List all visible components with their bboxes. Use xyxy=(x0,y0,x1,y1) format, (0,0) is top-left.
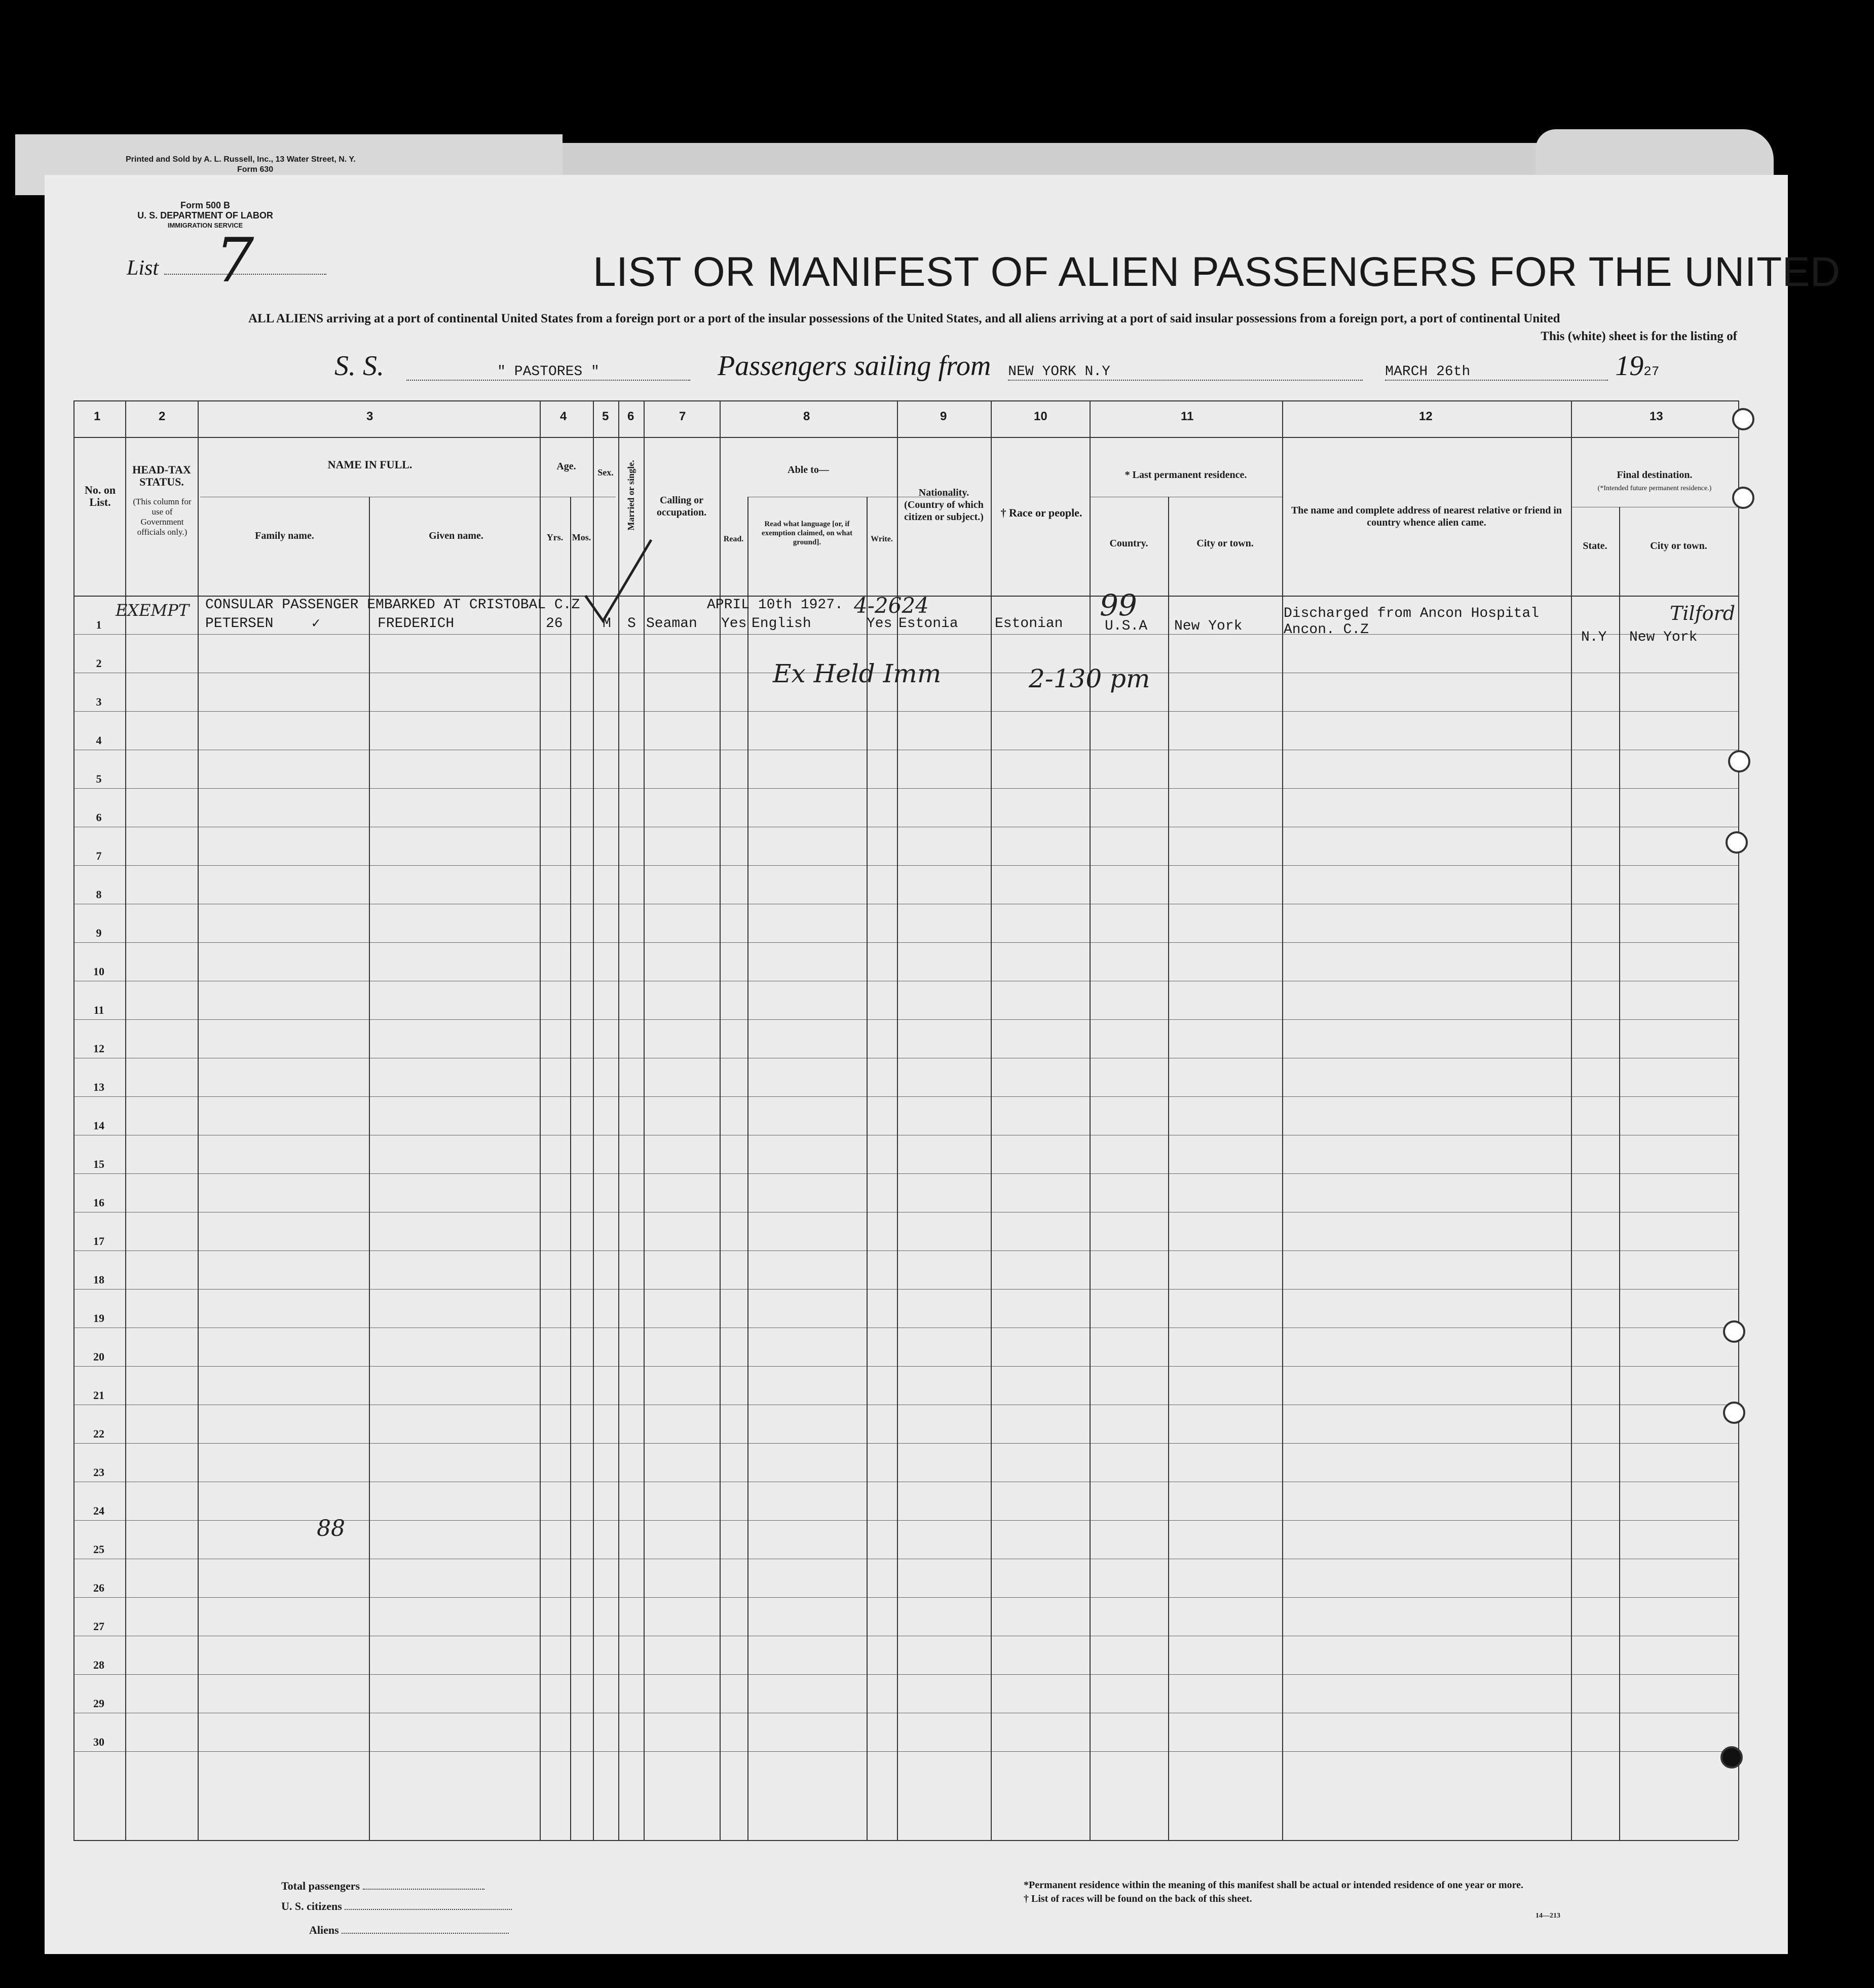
header-state: State. xyxy=(1583,540,1607,551)
given-name: FREDERICH xyxy=(378,616,455,632)
occupation: Seaman xyxy=(646,616,697,632)
header-final-dest: Final destination. xyxy=(1617,469,1693,481)
col-number: 6 xyxy=(627,410,634,423)
header-read-language: Read what language [or, if exemption claimed, on what ground]. xyxy=(761,520,853,546)
row-number: 25 xyxy=(93,1543,104,1556)
row-number: 11 xyxy=(93,1004,104,1016)
col-border xyxy=(1282,400,1283,1840)
row-number: 6 xyxy=(96,811,102,824)
check-mark-handwritten xyxy=(580,535,656,626)
col-border xyxy=(1571,400,1572,1840)
race: Estonian xyxy=(995,616,1063,632)
row-number: 19 xyxy=(93,1312,104,1324)
col-border xyxy=(1738,400,1739,1840)
service-name: IMMIGRATION SERVICE xyxy=(167,222,243,229)
table-top-border xyxy=(73,400,1738,401)
col-number: 12 xyxy=(1419,410,1433,423)
col-border xyxy=(1619,507,1620,1840)
col-number: 10 xyxy=(1034,410,1047,423)
row-number: 2 xyxy=(96,657,102,670)
header-married: Married or single. xyxy=(626,460,636,531)
footer-code: 14—213 xyxy=(1535,1912,1560,1920)
col-number: 5 xyxy=(602,410,609,423)
department-name: U. S. DEPARTMENT OF LABOR xyxy=(137,210,273,220)
table-bottom-border xyxy=(73,1840,1738,1841)
consular-note: CONSULAR PASSENGER EMBARKED AT CRISTOBAL C.Z xyxy=(205,597,580,613)
row-number: 29 xyxy=(93,1697,104,1710)
col-border xyxy=(369,497,370,1840)
year-suffix: 27 xyxy=(1643,364,1660,379)
footer-note-1: *Permanent residence within the meaning of this manifest shall be actual or intended residence of one year or more. xyxy=(1024,1880,1524,1891)
consular-date: APRIL 10th 1927. xyxy=(707,597,843,613)
col-number: 4 xyxy=(560,410,567,423)
row-line xyxy=(73,1366,1738,1367)
col-border xyxy=(1168,497,1169,1840)
header-country: Country. xyxy=(1109,538,1148,549)
header-dest-city: City or town. xyxy=(1650,540,1707,551)
voyage-row xyxy=(334,350,1660,382)
row-line xyxy=(73,788,1738,789)
head-tax-status: EXEMPT xyxy=(116,601,190,620)
col-border xyxy=(867,497,868,1840)
sex: M xyxy=(603,616,611,632)
col-border xyxy=(991,400,992,1840)
age-years: 26 xyxy=(546,616,563,632)
header-mos: Mos. xyxy=(572,532,591,542)
row-line xyxy=(73,1289,1738,1290)
col-number: 9 xyxy=(940,410,947,423)
row-number: 28 xyxy=(93,1659,104,1671)
header-calling: Calling or occupation. xyxy=(656,495,707,518)
footer-total-label: Total passengers xyxy=(281,1880,360,1892)
row-line xyxy=(73,942,1738,943)
col-number: 3 xyxy=(366,410,373,423)
language: English xyxy=(752,616,811,632)
row-line xyxy=(73,634,1738,635)
punch-hole xyxy=(1732,408,1754,430)
margin-number-handwritten: 88 xyxy=(317,1516,345,1541)
form-header xyxy=(122,200,289,231)
row-number: 14 xyxy=(93,1119,104,1132)
row-number: 5 xyxy=(96,772,102,785)
manifest-table xyxy=(73,400,1738,1840)
family-name: PETERSEN xyxy=(205,616,274,632)
punch-hole xyxy=(1720,1746,1743,1769)
row-number: 3 xyxy=(96,695,102,708)
row-number: 15 xyxy=(93,1158,104,1170)
dest-state: N.Y xyxy=(1581,630,1607,645)
ss-label: S. S. xyxy=(334,350,384,382)
col-number: 13 xyxy=(1650,410,1663,423)
col-border xyxy=(747,497,748,1840)
row-number: 24 xyxy=(93,1504,104,1517)
row-number: 18 xyxy=(93,1273,104,1286)
footer-citizens xyxy=(281,1900,512,1913)
dest-city: New York xyxy=(1629,630,1698,645)
row-line xyxy=(73,865,1738,866)
header-write: Write. xyxy=(871,535,893,543)
row-line xyxy=(73,1443,1738,1444)
header-city: City or town. xyxy=(1196,538,1254,549)
printer-line xyxy=(126,155,356,175)
punch-hole xyxy=(1728,750,1750,772)
residence-country: U.S.A xyxy=(1105,618,1148,634)
row-number: 22 xyxy=(93,1427,104,1440)
punch-hole xyxy=(1723,1320,1745,1343)
row-number: 30 xyxy=(93,1736,104,1748)
row-number: 13 xyxy=(93,1081,104,1093)
column-number-line xyxy=(73,437,1738,438)
row-number: 17 xyxy=(93,1235,104,1247)
col-border xyxy=(1090,400,1091,1840)
header-nationality: Nationality. (Country of which citizen or subject.) xyxy=(904,487,984,523)
can-read: Yes xyxy=(721,616,747,632)
col-number: 2 xyxy=(159,410,166,423)
header-sex: Sex. xyxy=(597,467,614,477)
punch-hole xyxy=(1732,487,1754,509)
row-number: 26 xyxy=(93,1581,104,1594)
list-number: 7 xyxy=(215,226,254,296)
header-final-dest-note: (*Intended future permanent residence.) xyxy=(1597,485,1712,492)
row-number: 7 xyxy=(96,850,102,862)
header-last-residence: * Last permanent residence. xyxy=(1125,469,1247,481)
row-line xyxy=(73,1674,1738,1675)
country-mark-handwritten: 99 xyxy=(1100,588,1137,622)
row-number: 23 xyxy=(93,1466,104,1479)
footer-aliens xyxy=(309,1924,509,1937)
header-relative: The name and complete address of nearest relative or friend in country whence alien came. xyxy=(1291,505,1562,528)
row-line xyxy=(73,711,1738,712)
row-line xyxy=(73,1096,1738,1097)
printer-form: Form 630 xyxy=(237,165,274,174)
col-number: 8 xyxy=(803,410,810,423)
intro-text-2: This (white) sheet is for the listing of xyxy=(1541,329,1737,343)
col-number: 7 xyxy=(679,410,686,423)
row-number: 12 xyxy=(93,1042,104,1055)
punch-hole xyxy=(1726,831,1748,854)
header-given-name: Given name. xyxy=(429,530,483,541)
nationality: Estonia xyxy=(898,616,958,632)
header-head-tax-note: (This column for use of Government officials only.) xyxy=(133,497,192,537)
annotation-handwritten-1: Ex Held Imm xyxy=(773,659,942,688)
relative-address-2: Ancon. C.Z xyxy=(1284,622,1369,638)
row-line xyxy=(73,1019,1738,1020)
col-border xyxy=(540,400,541,1840)
residence-city: New York xyxy=(1174,618,1243,634)
col-border xyxy=(198,400,199,1840)
header-race: † Race or people. xyxy=(1000,506,1082,519)
row-line xyxy=(73,1250,1738,1251)
row-number: 21 xyxy=(93,1389,104,1402)
header-no-on-list: No. on List. xyxy=(84,484,116,508)
header-read: Read. xyxy=(723,535,744,543)
footer-note-2: † List of races will be found on the back of this sheet. xyxy=(1024,1893,1252,1904)
page-title: LIST OR MANIFEST OF ALIEN PASSENGERS FOR THE UNITED xyxy=(593,249,1841,295)
col-number: 11 xyxy=(1181,410,1194,423)
printer-text: Printed and Sold by A. L. Russell, Inc., 13 Water Street, N. Y. xyxy=(126,155,356,164)
annotation-handwritten-2: 2-130 pm xyxy=(1029,664,1150,693)
col-border xyxy=(720,400,721,1840)
header-able-to: Able to— xyxy=(788,464,829,475)
list-label-text: List xyxy=(127,256,159,280)
row-number: 10 xyxy=(93,965,104,978)
col-number: 1 xyxy=(94,410,101,423)
footer-aliens-label: Aliens xyxy=(309,1924,339,1936)
row-line xyxy=(73,1597,1738,1598)
row-number: 16 xyxy=(93,1196,104,1209)
marital-status: S xyxy=(627,616,636,632)
sailing-label: Passengers sailing from xyxy=(718,350,991,382)
form-number: Form 500 B xyxy=(180,200,231,210)
intro-text: ALL ALIENS arriving at a port of continental United States from a foreign port or a port of the insular possessions of the United States, and all aliens arriving at a port of said insular possessions from a foreign port, a port of continental United xyxy=(248,312,1560,325)
row-line xyxy=(73,1173,1738,1174)
header-family-name: Family name. xyxy=(255,530,314,541)
file-number-handwritten: 4-2624 xyxy=(854,593,929,618)
check-mark: ✓ xyxy=(312,616,320,632)
row-number: 20 xyxy=(93,1350,104,1363)
row-number: 27 xyxy=(93,1620,104,1633)
departure-port: NEW YORK N.Y xyxy=(1008,364,1363,381)
header-age: Age. xyxy=(556,461,576,472)
col-border xyxy=(570,497,571,1840)
can-write: Yes xyxy=(867,616,892,632)
punch-hole xyxy=(1723,1402,1745,1424)
row-line xyxy=(73,1751,1738,1752)
departure-date: MARCH 26th xyxy=(1385,364,1608,381)
header-yrs: Yrs. xyxy=(546,532,564,542)
row-number: 4 xyxy=(96,734,102,747)
ship-name: " PASTORES " xyxy=(406,364,690,381)
row-number: 1 xyxy=(96,618,102,631)
year-prefix: 19 xyxy=(1615,350,1644,382)
header-name-in-full: NAME IN FULL. xyxy=(327,458,413,471)
footer-total xyxy=(281,1880,484,1893)
dest-note-handwritten: Tilford xyxy=(1670,602,1736,624)
row-number: 8 xyxy=(96,888,102,901)
footer-citizens-label: U. S. citizens xyxy=(281,1900,342,1912)
header-head-tax: HEAD-TAX STATUS. xyxy=(132,463,191,488)
relative-address-1: Discharged from Ancon Hospital xyxy=(1284,606,1540,621)
row-number: 9 xyxy=(96,927,102,939)
